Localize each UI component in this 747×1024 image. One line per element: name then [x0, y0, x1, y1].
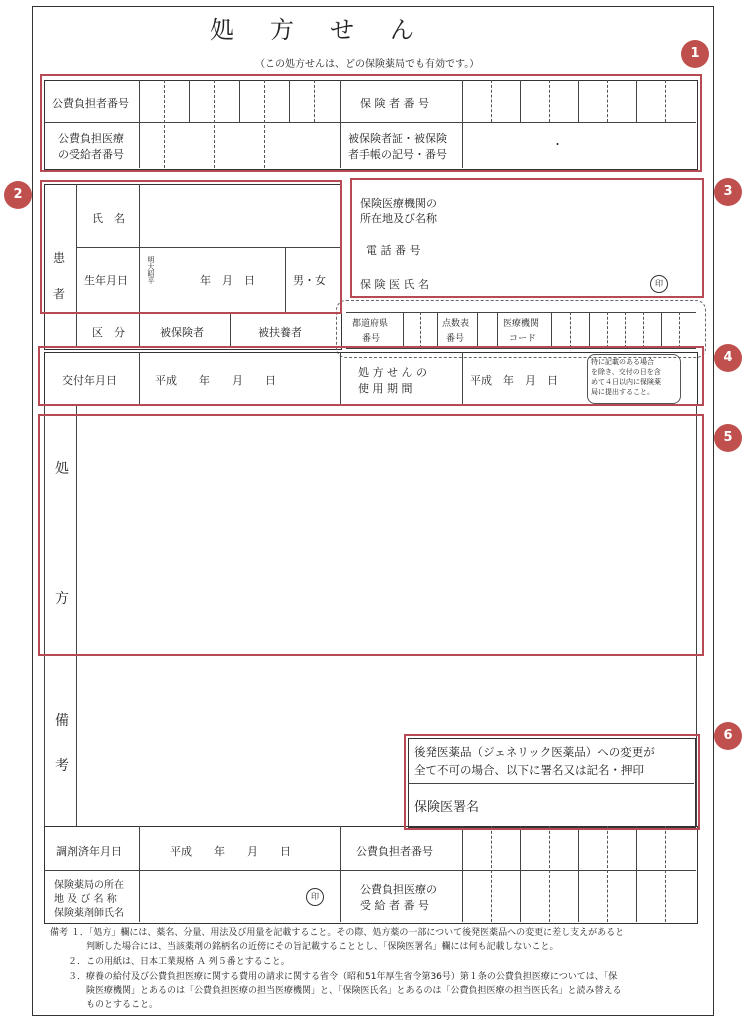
badge-1: 1: [681, 40, 709, 68]
pref-number-label-1: 都道府県: [352, 319, 389, 329]
note-line-5: 険医療機関」とあるのは「公費負担医療の担当医療機関」と、「保険医氏名」とあるのは「公費負担医療の担当医氏名」と読み替える: [50, 986, 622, 996]
pref-number-label-2: 番号: [362, 334, 381, 344]
dispensed-date-value: 平成 年 月 日: [170, 845, 291, 858]
note-line-3: ２．この用紙は、日本工業規格 Ａ 列５番とすること。: [50, 957, 290, 967]
patient-insured: 被保険者: [160, 326, 204, 339]
pharmacy-address-label-1: 保険薬局の所在: [54, 880, 124, 891]
use-period-value: 平成 年 月 日: [470, 374, 558, 387]
patient-category-label: 区 分: [92, 326, 125, 339]
clinic-code-label-2: コード: [509, 334, 537, 344]
highlight-box-1: [40, 74, 702, 172]
pharmacy-stamp-icon: 印: [306, 888, 324, 906]
remarks-char-1: 備: [55, 713, 69, 729]
public-recipient-label-2: の受給者番号: [58, 148, 124, 161]
doctor-signature-label: 保険医署名: [414, 800, 480, 815]
score-table-label-2: 番号: [446, 334, 465, 344]
badge-6: 6: [714, 722, 742, 750]
pharmacy-public-payer-label: 公費負担者番号: [356, 845, 433, 858]
score-table-label-1: 点数表: [442, 319, 470, 329]
patient-name-label: 氏 名: [92, 212, 125, 225]
insured-card-label-1: 被保険者証・被保険: [348, 132, 447, 145]
patient-birth-label: 生年月日: [84, 274, 128, 287]
pharmacy-address-label-3: 保険薬剤師氏名: [54, 908, 124, 919]
issue-date-value: 平成 年 月 日: [155, 374, 276, 387]
highlight-box-6: [404, 734, 700, 830]
highlight-box-5: [38, 414, 704, 656]
prescription-char-1: 処: [55, 461, 69, 477]
patient-label-1: 患者: [53, 251, 66, 301]
page-subtitle: （この処方せんは、どの保険薬局でも有効です。）: [255, 59, 480, 70]
clinic-stamp-icon: 印: [650, 275, 668, 293]
highlight-box-4: [38, 346, 704, 406]
patient-sex: 男・女: [293, 274, 326, 287]
submission-note-4: 局に提出すること。: [591, 388, 654, 396]
prescription-char-2: 方: [55, 591, 69, 607]
pharmacy-recipient-label-1: 公費負担医療の: [360, 883, 437, 896]
insurer-number-label: 保 険 者 番 号: [360, 97, 429, 110]
remarks-char-2: 考: [55, 758, 69, 774]
page-title: 処 方 せ ん: [210, 16, 420, 44]
note-line-6: ものとすること。: [50, 1000, 159, 1010]
insured-card-dot: ・: [552, 138, 563, 151]
note-line-2: 判断した場合には、当該薬剤の銘柄名の近傍にその旨記載することとし、「保険医署名」欄には何も記載しないこと。: [50, 942, 559, 952]
clinic-address-label-2: 所在地及び名称: [360, 212, 437, 225]
clinic-code-label-1: 医療機関: [503, 319, 540, 329]
clinic-phone-label: 電 話 番 号: [366, 244, 421, 257]
pharmacy-address-label-2: 地 及 び 名 称: [54, 894, 117, 905]
dispensed-date-label: 調剤済年月日: [56, 845, 122, 858]
use-period-label-1: 処 方 せ ん の: [358, 366, 427, 379]
badge-3: 3: [714, 178, 742, 206]
public-payer-number-label: 公費負担者番号: [52, 97, 129, 110]
insured-card-label-2: 者手帳の記号・番号: [348, 148, 447, 161]
badge-2: 2: [4, 181, 32, 209]
clinic-doctor-label: 保 険 医 氏 名: [360, 278, 429, 291]
submission-note-1: 特に記載のある場合: [591, 358, 654, 366]
badge-4: 4: [714, 344, 742, 372]
patient-era-options: 明大昭平: [147, 256, 155, 284]
highlight-box-2: [40, 180, 342, 314]
generic-drug-text-2: 全て不可の場合、以下に署名又は記名・押印: [414, 763, 644, 777]
public-recipient-label-1: 公費負担医療: [58, 132, 124, 145]
note-line-4: ３．療養の給付及び公費負担医療に関する費用の請求に関する省令（昭和51年厚生省令第36号）第１条の公費負担医療については、「保: [50, 972, 618, 982]
generic-drug-text-1: 後発医薬品（ジェネリック医薬品）への変更が: [414, 745, 655, 759]
submission-note-3: めて４日以内に保険薬: [591, 378, 661, 386]
submission-note-2: を除き、交付の日を含: [591, 368, 661, 376]
patient-dependent: 被扶養者: [258, 326, 302, 339]
clinic-address-label-1: 保険医療機関の: [360, 197, 437, 210]
highlight-box-3: [350, 178, 704, 298]
use-period-label-2: 使 用 期 間: [358, 382, 413, 395]
issue-date-label: 交付年月日: [62, 374, 117, 387]
badge-5: 5: [714, 424, 742, 452]
patient-birth-ymd: 年 月 日: [200, 274, 255, 287]
pharmacy-recipient-label-2: 受 給 者 番 号: [360, 899, 429, 912]
note-line-1: 備考 １．「処方」欄には、薬名、分量、用法及び用量を記載すること。その際、処方薬の一部について後発医薬品への変更に差し支えがあると: [50, 928, 625, 938]
